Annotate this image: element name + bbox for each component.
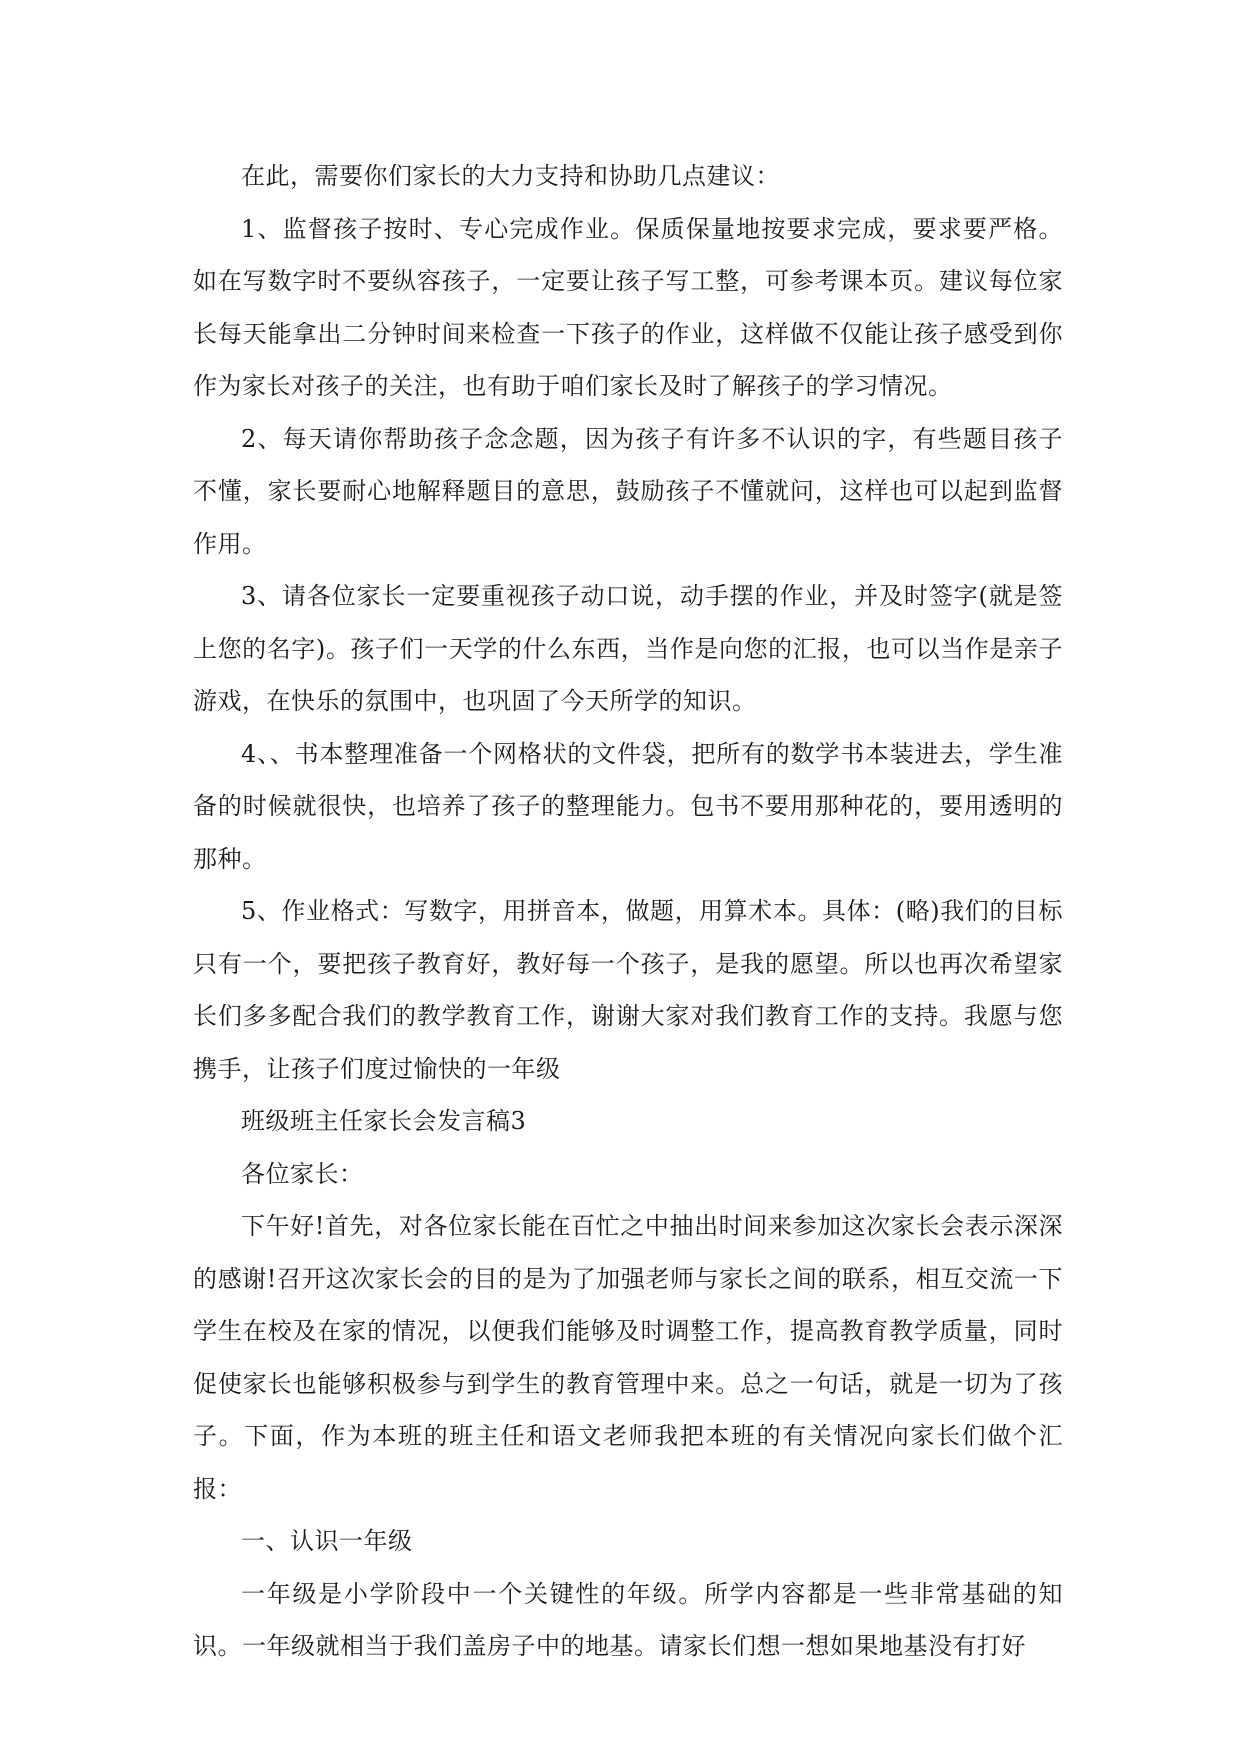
opening-paragraph: 下午好!首先，对各位家长能在百忙之中抽出时间来参加这次家长会表示深深的感谢!召开这次家长会的目的是为了加强老师与家长之间的联系，相互交流一下学生在校及在家的情况，以便我们能够及时调整工作，提高教育教学质量，同时促使家长也能够积极参与到学生的教育管理中来。总之一句话，就是一切为了孩子。下面，作为本班的班主任和语文老师我把本班的有关情况向家长们做个汇报： (193, 1212, 1063, 1503)
suggestion-1-paragraph: 1、监督孩子按时、专心完成作业。保质保量地按要求完成，要求要严格。如在写数字时不要纵容孩子，一定要让孩子写工整，可参考课本页。建议每位家长每天能拿出二分钟时间来检查一下孩子的作业，这样做不仅能让孩子感受到你作为家长对孩子的关注，也有助于咱们家长及时了解孩子的学习情况。 (193, 214, 1063, 400)
suggestion-4-paragraph: 4、、书本整理准备一个网格状的文件袋，把所有的数学书本装进去，学生准备的时候就很快，也培养了孩子的整理能力。包书不要用那种花的，要用透明的那种。 (193, 739, 1063, 873)
intro-paragraph: 在此，需要你们家长的大力支持和协助几点建议： (241, 162, 780, 190)
suggestion-5-paragraph: 5、作业格式：写数字，用拼音本，做题，用算术本。具体：(略)我们的目标只有一个，要把孩子教育好，教好每一个孩子，是我的愿望。所以也再次希望家长们多多配合我们的教学教育工作，谢谢大家对我们教育工作的支持。我愿与您携手，让孩子们度过愉快的一年级 (193, 897, 1063, 1083)
section-title: 班级班主任家长会发言稿3 (241, 1107, 527, 1135)
section-heading: 一、认识一年级 (241, 1527, 413, 1555)
salutation: 各位家长： (241, 1159, 364, 1188)
body-paragraph: 一年级是小学阶段中一个关键性的年级。所学内容都是一些非常基础的知识。一年级就相当于我们盖房子中的地基。请家长们想一想如果地基没有打好 (193, 1579, 1063, 1660)
suggestion-2-paragraph: 2、每天请你帮助孩子念念题，因为孩子有许多不认识的字，有些题目孩子不懂，家长要耐心地解释题目的意思，鼓励孩子不懂就问，这样也可以起到监督作用。 (193, 424, 1063, 558)
suggestion-3-paragraph: 3、请各位家长一定要重视孩子动口说，动手摆的作业，并及时签字(就是签上您的名字)。孩子们一天学的什么东西，当作是向您的汇报，也可以当作是亲子游戏，在快乐的氛围中，也巩固了今天所学的知识。 (193, 582, 1063, 715)
document-page (193, 150, 1063, 1673)
